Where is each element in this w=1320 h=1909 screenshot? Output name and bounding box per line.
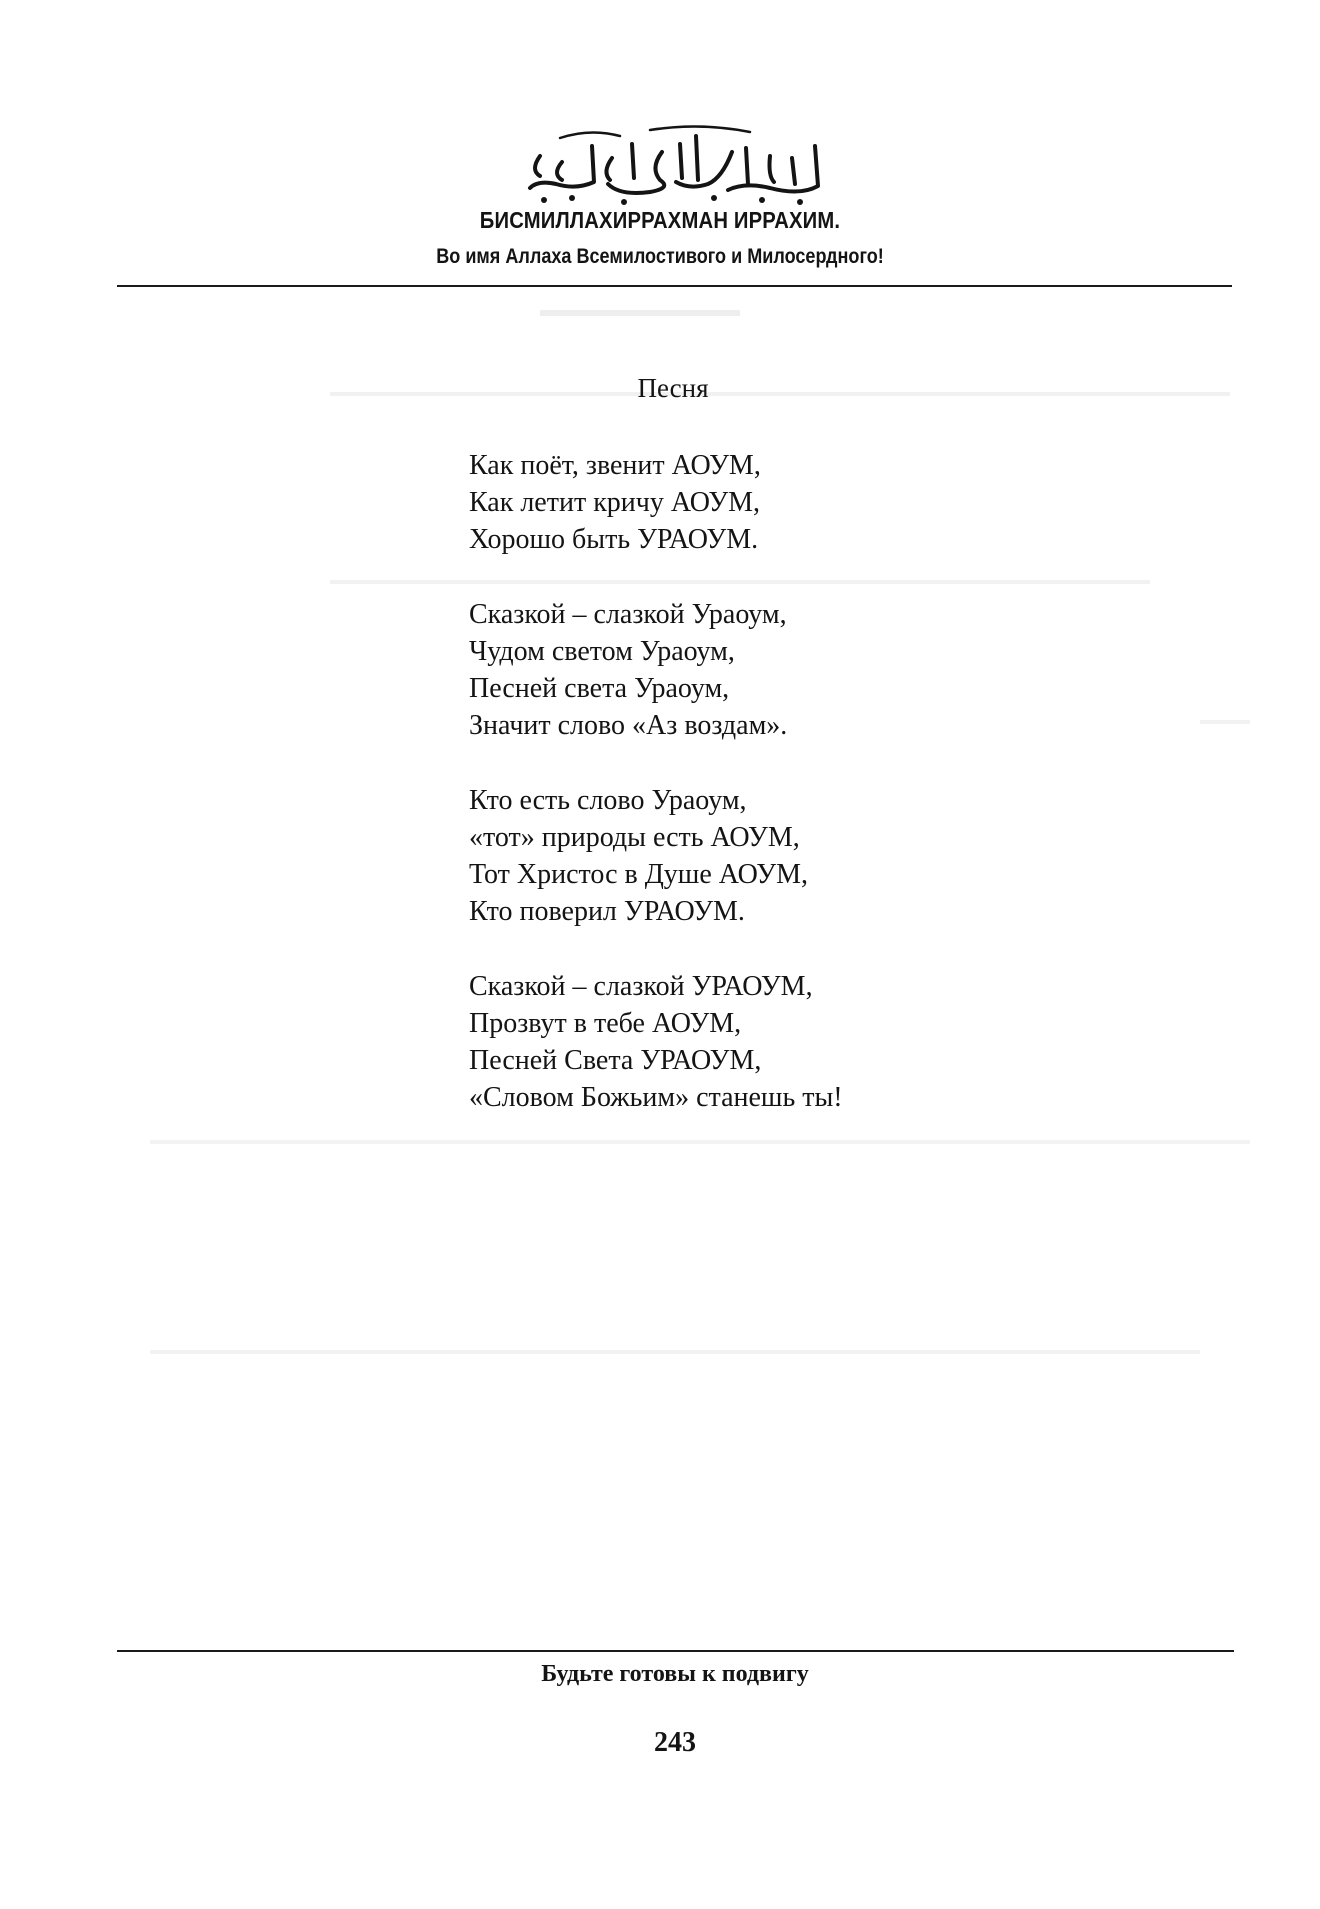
verse-line: Сказкой – слазкой Ураоум, — [469, 599, 787, 630]
bleed-through — [540, 310, 740, 316]
running-footer-title: Будьте готовы к подвигу — [541, 1661, 809, 1687]
verse-line: «тот» природы есть АОУМ, — [469, 822, 800, 853]
page-number: 243 — [654, 1727, 696, 1758]
verse-line: Прозвут в тебе АОУМ, — [469, 1008, 742, 1039]
poem-body — [469, 447, 843, 1154]
poem-title: Песня — [637, 373, 709, 403]
verse-line: Как летит кричу АОУМ, — [469, 487, 761, 518]
bismillah-calligraphy — [500, 118, 840, 208]
footer-rule — [117, 1650, 1234, 1652]
verse-line: Хорошо быть УРАОУМ. — [469, 524, 759, 555]
bleed-through — [1200, 720, 1250, 724]
bismillah-translation: Во имя Аллаха Всемилостивого и Милосердного! — [436, 245, 884, 268]
verse-line: Кто есть слово Ураоум, — [469, 785, 747, 816]
verse-line: Кто поверил УРАОУМ. — [469, 896, 745, 927]
verse-line: «Словом Божьим» станешь ты! — [469, 1082, 843, 1113]
verse-line: Значит слово «Аз воздам». — [469, 710, 788, 741]
stanza-3 — [469, 782, 843, 930]
verse-line: Чудом светом Ураоум, — [469, 636, 735, 667]
header-rule — [117, 285, 1232, 287]
stanza-2 — [469, 596, 843, 744]
stanza-1 — [469, 447, 843, 558]
stanza-4 — [469, 968, 843, 1116]
verse-line: Сказкой – слазкой УРАОУМ, — [469, 971, 813, 1002]
verse-line: Песней Света УРАОУМ, — [469, 1045, 762, 1076]
bleed-through — [150, 1350, 1200, 1354]
verse-line: Тот Христос в Душе АОУМ, — [469, 859, 808, 890]
verse-line: Как поёт, звенит АОУМ, — [469, 450, 761, 481]
bismillah-transliteration: БИСМИЛЛАХИРРАХМАН ИРРАХИМ. — [479, 207, 841, 233]
verse-line: Песней света Ураоум, — [469, 673, 730, 704]
